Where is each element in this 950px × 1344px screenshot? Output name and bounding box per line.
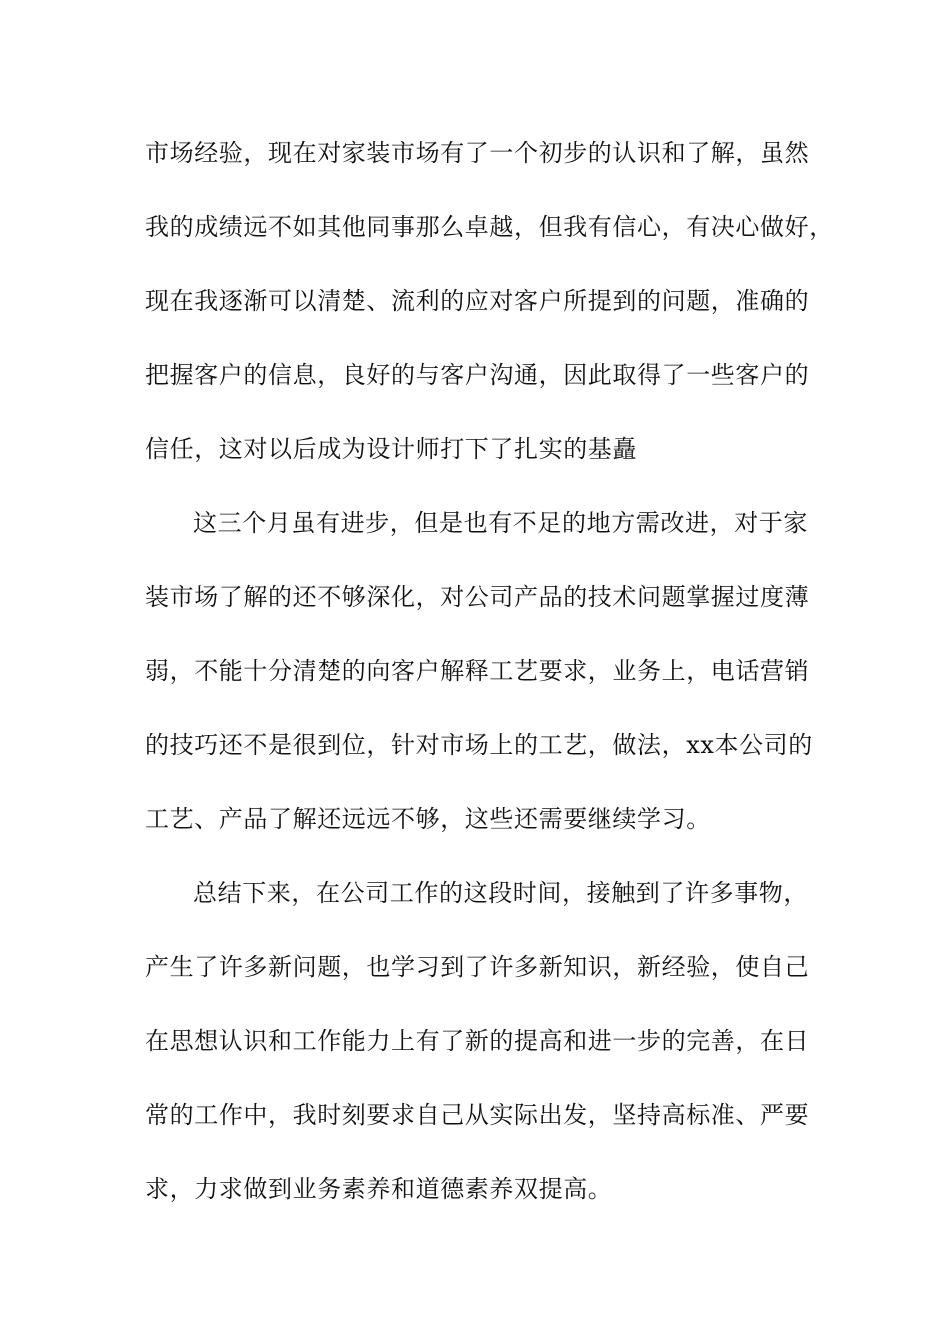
paragraph-line: 求，力求做到业务素养和道德素养双提高。 [145, 1175, 613, 1203]
paragraph-line: 信任，这对以后成为设计师打下了扎实的基矗 [145, 435, 637, 463]
paragraph-line: 弱，不能十分清楚的向客户解释工艺要求，业务上，电话营销 [145, 657, 810, 685]
paragraph-line: 市场经验，现在对家装市场有了一个初步的认识和了解，虽然 [145, 139, 810, 167]
paragraph-line: 工艺、产品了解还远远不够，这些还需要继续学习。 [145, 805, 711, 833]
paragraph-line: 这三个月虽有进步，但是也有不足的地方需改进，对于家 [193, 509, 808, 537]
paragraph-line: 装市场了解的还不够深化，对公司产品的技术问题掌握过度薄 [145, 583, 810, 611]
paragraph-line: 产生了许多新问题，也学习到了许多新知识，新经验，使自己 [145, 953, 810, 981]
paragraph-line: 把握客户的信息，良好的与客户沟通，因此取得了一些客户的 [145, 361, 810, 389]
paragraph-line: 常的工作中，我时刻要求自己从实际出发，坚持高标准、严要 [145, 1101, 810, 1129]
paragraph-line: 在思想认识和工作能力上有了新的提高和进一步的完善，在日 [145, 1027, 810, 1055]
paragraph-line: 我的成绩远不如其他同事那么卓越，但我有信心，有决心做好， [145, 213, 834, 241]
paragraph-line: 总结下来，在公司工作的这段时间，接触到了许多事物， [193, 879, 808, 907]
paragraph-line: 的技巧还不是很到位，针对市场上的工艺，做法，xx本公司的 [145, 731, 813, 759]
paragraph-line: 现在我逐渐可以清楚、流利的应对客户所提到的问题，准确的 [145, 287, 810, 315]
